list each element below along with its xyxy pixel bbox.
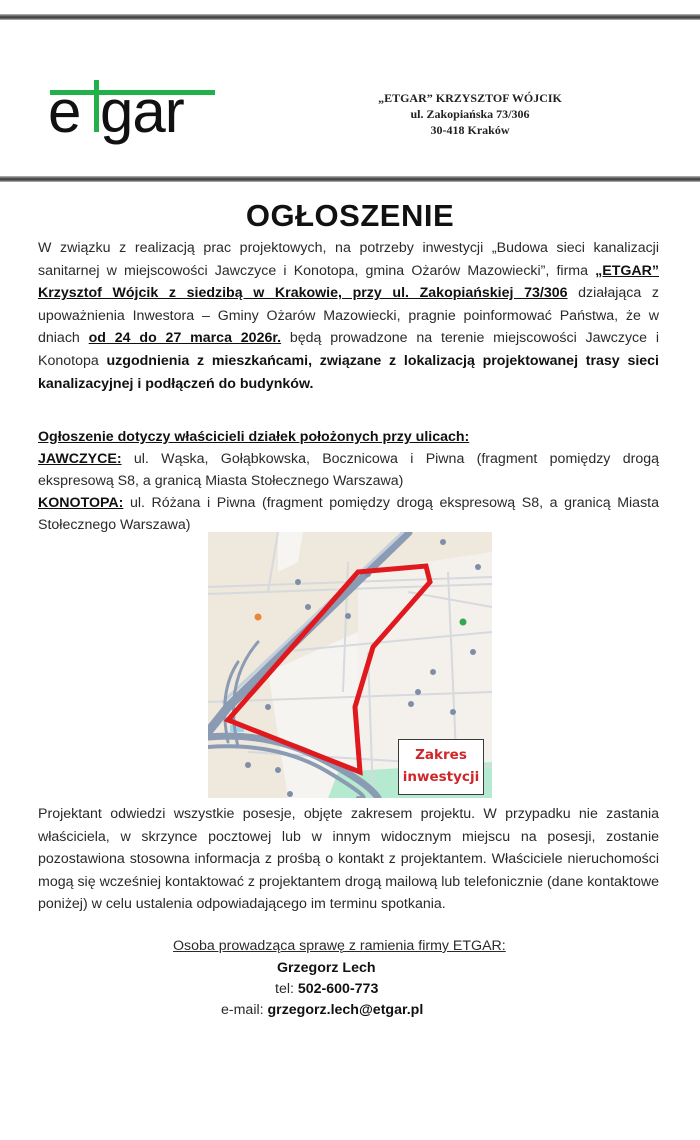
company-street: ul. Zakopiańska 73/306	[410, 107, 530, 121]
svg-text:gar: gar	[100, 80, 184, 145]
page-title: OGŁOSZENIE	[245, 198, 455, 233]
phone-label: tel:	[275, 981, 298, 997]
investment-area-map	[208, 532, 492, 798]
intro-paragraph	[38, 237, 659, 395]
company-address-block	[370, 90, 570, 138]
email-label: e-mail:	[221, 1002, 268, 1018]
streets-heading: Ogłoszenie dotyczy właścicieli działek położonych przy ulicach:	[38, 429, 470, 445]
streets-jawczyce	[38, 448, 659, 492]
header-top-rule	[0, 14, 700, 20]
visit-info-paragraph: Projektant odwiedzi wszystkie posesje, objęte zakresem projektu. W przypadku nie zastania właściciela, w skrzynce pocztowej lub w innym widocznym miejscu na posesji, zostanie pozostawiona stosowna informacja z prośbą o kontakt z projektantem. Właściciele nieruchomości mogą się wcześniej kontaktować z projektantem drogą mailową lub telefonicznie (dane kontaktowe poniżej) w celu ustalenia odpowiadającego im terminu spotkania.	[38, 806, 659, 913]
contact-phone	[275, 981, 378, 997]
streets-konotopa	[38, 492, 659, 536]
etgar-logo	[48, 80, 218, 152]
konotopa-streets: ul. Różana i Piwna (fragment pomiędzy drogą ekspresową S8, a granicą Miasta Stołecznego Warszawa)	[38, 495, 659, 533]
contact-email	[221, 1002, 423, 1018]
email-address[interactable]: grzegorz.lech@etgar.pl	[267, 1002, 424, 1018]
streets-section	[38, 426, 659, 536]
contact-name: Grzegorz Lech	[277, 960, 376, 976]
map-legend-label: Zakres inwestycji	[398, 739, 484, 795]
intro-purpose: uzgodnienia z mieszkańcami, związane z lokalizacją projektowanej trasy sieci kanalizacyjnej i podłączeń do budynków.	[38, 352, 659, 392]
etgar-logo-graphic	[48, 80, 218, 152]
company-city: 30-418 Kraków	[430, 123, 510, 137]
intro-text-2: działająca z upoważnienia Inwestora – Gminy Ożarów Mazowiecki, pragnie poinformować Państwa, że w dniach	[38, 285, 659, 347]
intro-text-1: W związku z realizacją prac projektowych, na potrzeby inwestycji „Budowa sieci kanalizacji sanitarnej w miejscowości Jawczyce i Konotopa, gmina Ożarów Mazowiecki”, firma	[38, 240, 659, 279]
jawczyce-label: JAWCZYCE:	[38, 451, 122, 467]
intro-company: „ETGAR” Krzysztof Wójcik z siedzibą w Krakowie, przy ul. Zakopiańskiej 73/306	[38, 262, 659, 302]
contact-heading: Osoba prowadząca sprawę z ramienia firmy ETGAR:	[173, 938, 506, 954]
konotopa-label: KONOTOPA:	[38, 495, 124, 511]
header-bottom-rule	[0, 176, 700, 182]
jawczyce-streets: ul. Wąska, Gołąbkowska, Bocznicowa i Piwna (fragment pomiędzy drogą ekspresową S8, a granicą Miasta Stołecznego Warszawa)	[38, 451, 659, 489]
phone-number[interactable]: 502-600-773	[297, 981, 379, 997]
svg-text:e: e	[48, 80, 81, 145]
intro-text-3: będą prowadzone na terenie miejscowości Jawczyce i Konotopa	[38, 330, 660, 369]
intro-dates: od 24 do 27 marca 2026r.	[88, 330, 282, 347]
company-name: „ETGAR” KRZYSZTOF WÓJCIK	[378, 91, 562, 105]
